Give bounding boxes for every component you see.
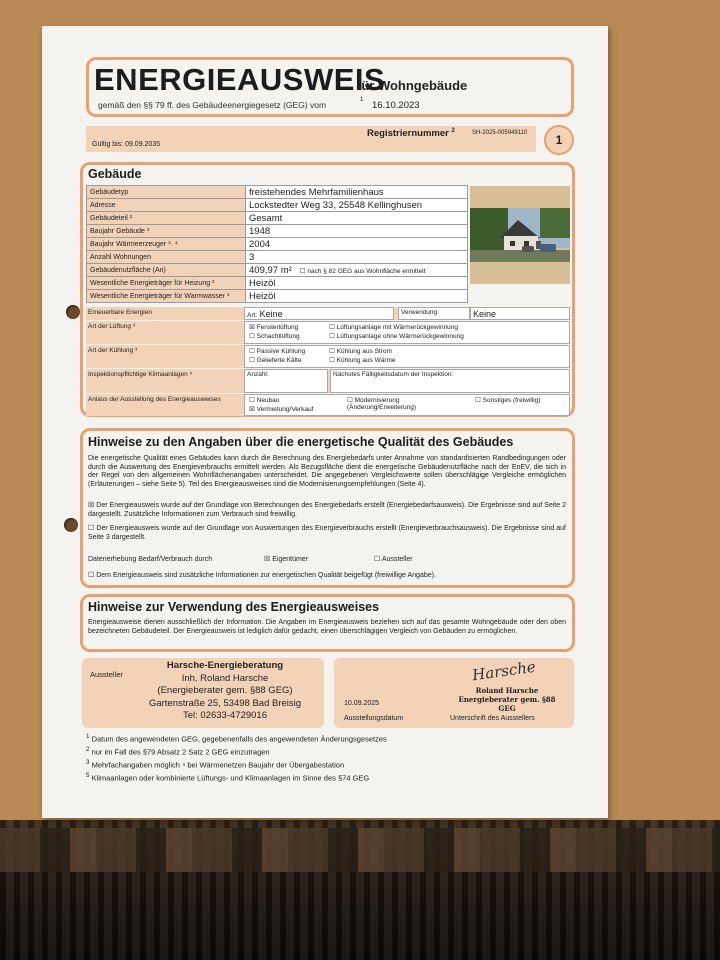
building-section-heading: Gebäude bbox=[88, 167, 142, 181]
signature-label: Unterschrift des Ausstellers bbox=[450, 715, 535, 722]
building-data-table bbox=[86, 185, 468, 303]
issuer-address: Gartenstraße 25, 53498 Bad Breisig bbox=[148, 697, 302, 709]
table-row: Adresse Lockstedter Weg 33, 25548 Kellinghusen bbox=[87, 199, 468, 212]
legal-basis-date: 16.10.2023 bbox=[372, 100, 420, 111]
option-kuehlung-strom: ☐ Kühlung aus Strom bbox=[329, 348, 392, 355]
table-row: Gebäudeteil ² Gesamt bbox=[87, 212, 468, 225]
option-bedarfsausweis: ☒ Der Energieausweis wurde auf der Grundlage von Berechnungen des Energiebedarfs erstellt (Energiebedarfsausweis). Die Ergebnisse sind auf Seite 2 dargestellt. Zusätzliche Informationen zum Verbrauch sind freiwillig. bbox=[88, 502, 566, 518]
valid-until: Gültig bis: 09.09.2035 bbox=[92, 141, 161, 148]
option-zusatzinfo: ☐ Dem Energieausweis sind zusätzliche Informationen zur energetischen Qualität beigefügt (freiwillige Angabe). bbox=[88, 572, 436, 579]
page-number-badge: 1 bbox=[544, 125, 574, 155]
table-row: Wesentliche Energieträger für Warmwasser ³ Heizöl bbox=[87, 290, 468, 303]
issue-date-label: Ausstellungsdatum bbox=[344, 715, 404, 722]
document-title-suffix: für Wohngebäude bbox=[357, 78, 468, 93]
aircon-row: Inspektionspflichtige Klimaanlagen ⁵ Anzahl: Nächstes Fälligkeitsdatum der Inspektion: bbox=[86, 369, 570, 393]
table-row: Wesentliche Energieträger für Heizung ³ Heizöl bbox=[87, 277, 468, 290]
option-fensterlueftung: ☒ Fensterlüftung bbox=[249, 324, 299, 331]
issuer-details bbox=[130, 660, 320, 723]
notes-paragraph: Die energetische Qualität eines Gebäudes kann durch die Berechnung des Energiebedarfs unter Annahme von standardisierten Randbedingungen oder durch die Auswertung des Energieverbrauchs ermittelt werden. Als Bezugsfläche dient die energetische Gebäudenutzfläche nach der EnEV, die sich in der Regel von den allgemeinen Wohnflächenangaben unterscheidet. Die angegebenen Vergleichswerte sollen überschlägige Vergleiche ermöglichen (Erläuterungen – siehe Seite 5). Teil des Energieausweises sind die Modernisierungsempfehlungen (Seite 4). bbox=[88, 455, 566, 489]
issuer-phone: Tel: 02633-4729016 bbox=[183, 710, 267, 721]
usage-paragraph: Energieausweise dienen ausschließlich der Information. Die Angaben im Energieausweis beziehen sich auf das gesamte Wohngebäude oder den oben bezeichneten Gebäudeteil. Der Energieausweis ist lediglich dafür gedacht, einen überschlägigen Vergleich von Gebäuden zu ermöglichen. bbox=[88, 619, 566, 635]
footnote-item: $^1$ Datum des angewendeten GEG, gegebenenfalls des angewendeten Änderungsgesetzes bbox=[86, 733, 387, 744]
table-row: Gebäudenutzfläche (An) 409,97 m² ☐ nach § 82 GEG aus Wohnfläche ermittelt bbox=[87, 264, 468, 277]
option-verbrauchsausweis: ☐ Der Energieausweis wurde auf der Grundlage von Auswertungen des Energieverbrauchs erstellt (Energieverbrauchsausweis). Die Ergebnisse sind auf Seite 3 dargestellt. bbox=[88, 525, 566, 541]
footnote-item: $^2$ nur im Fall des §79 Absatz 2 Satz 2 GEG einzutragen bbox=[86, 746, 270, 757]
legal-basis-footnote: 1 bbox=[360, 97, 364, 103]
notes-section-heading: Hinweise zu den Angaben über die energetische Qualität des Gebäudes bbox=[88, 435, 514, 449]
punch-hole bbox=[64, 518, 78, 532]
issuer-company: Harsche-Energieberatung bbox=[166, 660, 284, 671]
footnotes bbox=[86, 732, 387, 784]
option-eigentuemer: ☒ Eigentümer bbox=[264, 556, 309, 563]
option-lueftung-ohne-wrg: ☐ Lüftungsanlage ohne Wärmerückgewinnung bbox=[329, 333, 464, 340]
cooling-row: Art der Kühlung ³ ☐ Passive Kühlung ☐ Gelieferte Kälte ☐ Kühlung aus Strom ☐ Kühlung aus Wärme bbox=[86, 345, 570, 368]
option-modernisierung: ☐ Modernisierung (Änderung/Erweiterung) bbox=[347, 397, 417, 411]
issuer-label: Aussteller bbox=[90, 670, 123, 679]
issuer-qualification: (Energieberater gem. §88 GEG) bbox=[157, 685, 293, 696]
registration-label: Registriernummer $^2$ bbox=[367, 128, 455, 140]
legal-basis: gemäß den §§ 79 ff. des Gebäudeenergiegesetz (GEG) vom bbox=[98, 100, 327, 110]
usage-section-heading: Hinweise zur Verwendung des Energieausweises bbox=[88, 600, 380, 614]
option-lueftung-mit-wrg: ☐ Lüftungsanlage mit Wärmerückgewinnung bbox=[329, 324, 459, 331]
carved-wood-band bbox=[0, 828, 720, 872]
ventilation-row: Art der Lüftung ³ ☒ Fensterlüftung ☐ Schachtlüftung ☐ Lüftungsanlage mit Wärmerückgewinnung ☐ Lüftungsanlage ohne Wärmerückgewinnung bbox=[86, 321, 570, 344]
option-aussteller: ☐ Aussteller bbox=[374, 556, 413, 563]
registration-number: SH-2025-005949110 bbox=[472, 130, 528, 136]
issuance-reason-row: Anlass der Ausstellung des Energieausweises ☐ Neubau ☒ Vermietung/Verkauf ☐ Modernisierung (Änderung/Erweiterung) ☐ Sonstiges (freiwillig) bbox=[86, 394, 570, 416]
option-vermietung: ☒ Vermietung/Verkauf bbox=[249, 406, 314, 413]
table-row: Anzahl Wohnungen 3 bbox=[87, 251, 468, 264]
handwritten-signature: Harsche bbox=[471, 657, 537, 685]
table-row: Baujahr Wärmeerzeuger ³˒ ⁴ 2004 bbox=[87, 238, 468, 251]
option-sonstiges: ☐ Sonstiges (freiwillig) bbox=[475, 397, 541, 404]
building-photo bbox=[470, 186, 570, 284]
data-collection-label: Datenerhebung Bedarf/Verbrauch durch bbox=[88, 556, 213, 563]
footnote-item: $^3$ Mehrfachangaben möglich ⁴ bei Wärmenetzen Baujahr der Übergabestation bbox=[86, 759, 345, 770]
table-row: Baujahr Gebäude ³ 1948 bbox=[87, 225, 468, 238]
table-row: Gebäudetyp freistehendes Mehrfamilienhaus bbox=[87, 186, 468, 199]
option-gelieferte-kaelte: ☐ Gelieferte Kälte bbox=[249, 357, 302, 364]
issuer-stamp: Roland Harsche Energieberater gem. §88 GEG bbox=[458, 686, 556, 713]
energy-certificate-page bbox=[42, 26, 608, 818]
registration-bar bbox=[86, 126, 536, 152]
document-title: ENERGIEAUSWEIS bbox=[94, 62, 386, 97]
punch-hole bbox=[66, 305, 80, 319]
option-neubau: ☐ Neubau bbox=[249, 397, 280, 404]
option-passive-kuehlung: ☐ Passive Kühlung bbox=[249, 348, 306, 355]
option-kuehlung-waerme: ☐ Kühlung aus Wärme bbox=[329, 357, 396, 364]
option-schachtlueftung: ☐ Schachtlüftung bbox=[249, 333, 300, 340]
issue-date: 10.09.2025 bbox=[344, 700, 380, 707]
renewables-row: Erneuerbare Energien Art: Keine Verwendung: Keine bbox=[86, 307, 570, 320]
issuer-owner: Inh. Roland Harsche bbox=[181, 672, 269, 684]
footnote-item: $^5$ Klimaanlagen oder kombinierte Lüftungs- und Klimaanlagen im Sinne des §74 GEG bbox=[86, 772, 370, 783]
